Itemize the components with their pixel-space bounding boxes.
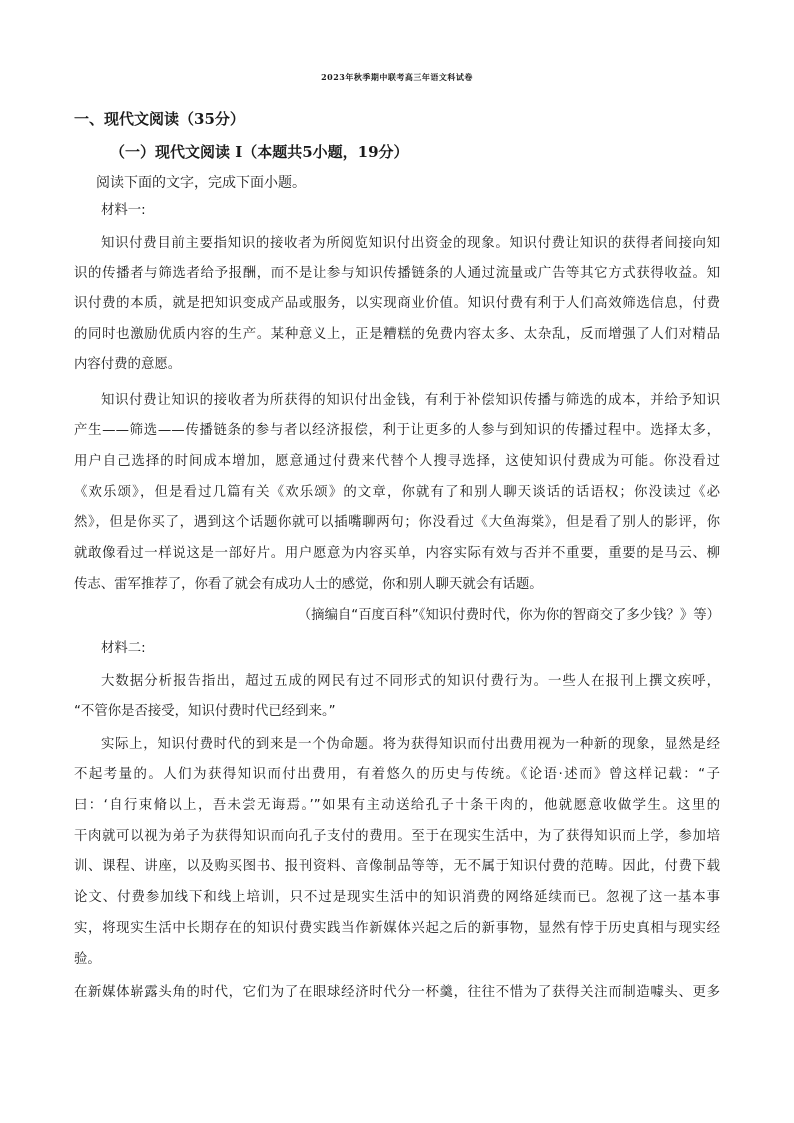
paragraph-line: 实际上，知识付费时代的到来是一个伪命题。将为获得知识而付出费用视为一种新的现象，显然是经 <box>101 737 720 752</box>
paragraph-line: 不起考量的。人们为获得知识而付出费用，有着悠久的历史与传统。《论语·述而》曾这样记载：“子 <box>74 767 720 782</box>
paragraph-line: 识的传播者与筛选者给予报酬，而不是让参与知识传播链条的人通过流量或广告等其它方式获得收益。知 <box>74 266 720 281</box>
paragraph-line: 知识付费让知识的接收者为所获得的知识付出金钱，有利于补偿知识传播与筛选的成本，并给予知识 <box>101 393 720 408</box>
paragraph-line: 《欢乐颂》，但是看过几篇有关《欢乐颂》的文章，你就有了和别人聊天谈话的话语权；你没读过《必 <box>74 485 720 500</box>
paragraph-line: 训、课程、讲座，以及购买图书、报刊资料、音像制品等等，无不属于知识付费的范畴。因此，付费下载 <box>74 859 720 874</box>
paragraph-line: 在新媒体崭露头角的时代，它们为了在眼球经济时代分一杯羹，往往不惜为了获得关注而制造噱头、更多 <box>74 985 720 1000</box>
paragraph-line: 论文、付费参加线下和线上培训，只不过是现实生活中的知识消费的网络延续而已。忽视了这一基本事 <box>74 890 720 905</box>
instruction-text: 阅读下面的文字，完成下面小题。 <box>96 175 306 191</box>
paragraph-line: 然》，但是你买了，遇到这个话题你就可以插嘴聊两句；你没看过《大鱼海棠》，但是看了别人的影评，你 <box>74 515 720 530</box>
paragraph-line: 知识付费目前主要指知识的接收者为所阅览知识付出资金的现象。知识付费让知识的获得者间接向知 <box>101 236 720 251</box>
paragraph-line: 用户自己选择的时间成本增加，愿意通过付费来代替个人搜寻选择，这使知识付费成为可能。你没看过 <box>74 454 720 469</box>
material-label: 材料二: <box>101 641 146 656</box>
paragraph-line: 传志、雷军推荐了，你看了就会有成功人士的感觉，你和别人聊天就会有话题。 <box>74 577 543 592</box>
paragraph-line: 大数据分析报告指出，超过五成的网民有过不同形式的知识付费行为。一些人在报刊上撰文疾呼， <box>101 674 720 689</box>
paragraph-line: 产生——筛选——传播链条的参与者以经济报偿，利于让更多的人参与到知识的传播过程中。选择太多， <box>74 423 720 438</box>
source-citation: （摘编自“百度百科”《知识付费时代，你为你的智商交了多少钱？》等） <box>297 608 720 623</box>
paragraph-line: 内容付费的意愿。 <box>74 357 182 372</box>
section-heading: 一、现代文阅读（35分） <box>74 110 245 128</box>
paragraph-line: 识付费的本质，就是把知识变成产品或服务，以实现商业价值。知识付费有利于人们高效筛选信息，付费 <box>74 296 720 311</box>
paragraph-line: 实，将现实生活中长期存在的知识付费实践当作新媒体兴起之后的新事物，显然有悖于历史真相与现实经 <box>74 921 720 936</box>
subsection-heading: （一）现代文阅读 I（本题共5小题，19分） <box>110 143 409 161</box>
page-title: 2023年秋季期中联考高三年语文科试卷 <box>321 72 473 82</box>
paragraph-line: “不管你是否接受，知识付费时代已经到来。” <box>74 704 336 719</box>
paragraph-line: 验。 <box>74 952 101 967</box>
paragraph-line: 干肉就可以视为弟子为获得知识而向孔子支付的费用。至于在现实生活中，为了获得知识而上学，参加培 <box>74 829 720 844</box>
paragraph-line: 曰：‘自行束脩以上，吾未尝无诲焉。’”如果有主动送给孔子十条干肉的，他就愿意收做学生。这里的 <box>74 798 720 813</box>
material-label: 材料一: <box>101 203 146 218</box>
paragraph-line: 就敢像看过一样说这是一部好片。用户愿意为内容买单，内容实际有效与否并不重要，重要的是马云、柳 <box>74 546 720 561</box>
paragraph-line: 的同时也激励优质内容的生产。某种意义上，正是糟糕的免费内容太多、太杂乱，反而增强了人们对精品 <box>74 327 720 342</box>
